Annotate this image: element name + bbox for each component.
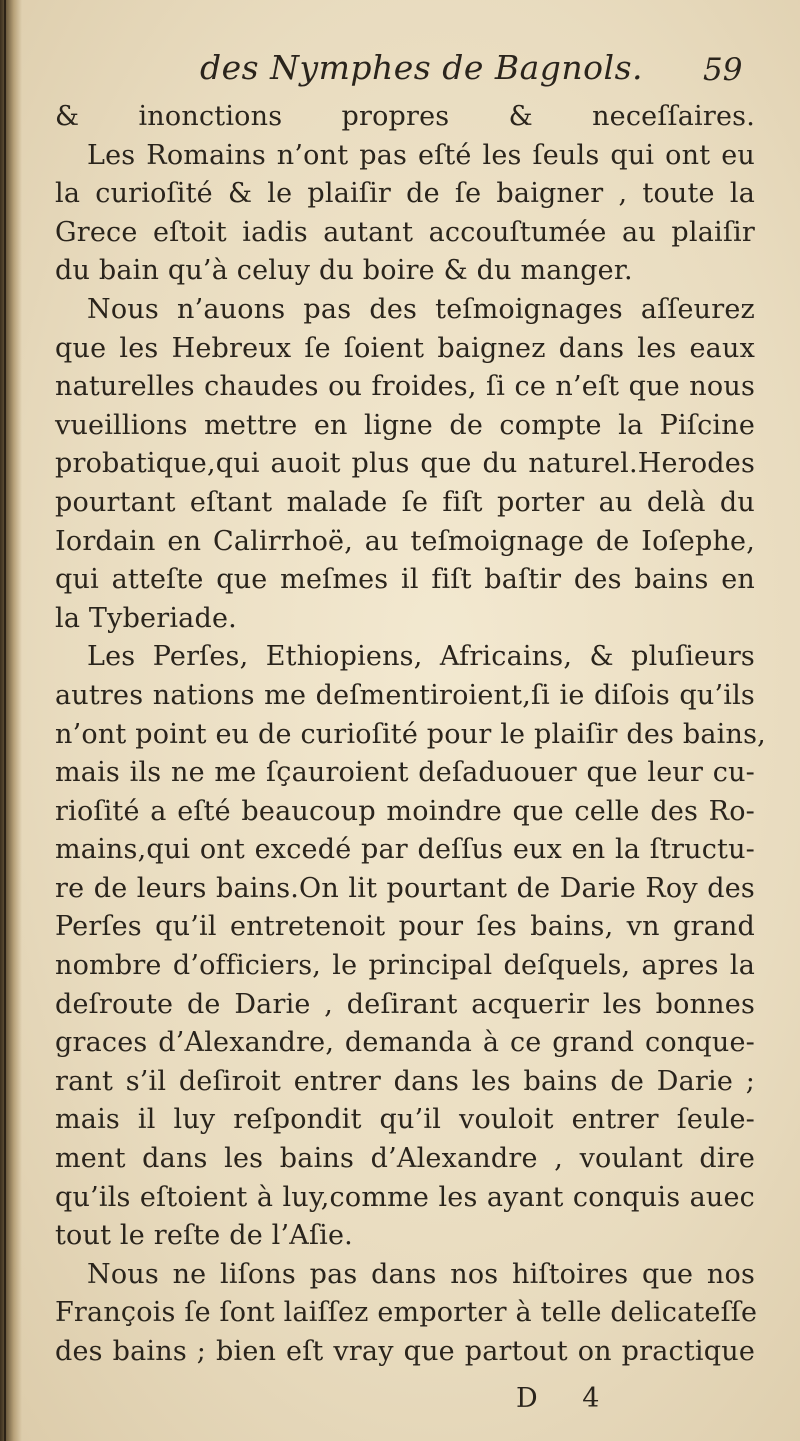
text-line: nombre d’officiers, le principal deſquels, apres la — [55, 950, 755, 982]
text-line: mais il luy reſpondit qu’il vouloit entrer ſeule- — [55, 1104, 755, 1136]
text-line: ment dans les bains d’Alexandre , voulant dire — [55, 1143, 755, 1175]
text-line: n’ont point eu de curioſité pour le plaiſir des bains, — [55, 718, 766, 750]
text-line: mais ils ne me ſçauroient deſaduouer que leur cu- — [55, 757, 755, 789]
text-line: naturelles chaudes ou froides, ſi ce n’eſt que nous — [55, 371, 755, 403]
text-line: des bains ; bien eſt vray que partout on practique — [55, 1336, 755, 1367]
signature-mark: D 4 — [516, 1383, 618, 1414]
text-line: Les Perſes, Ethiopiens, Africains, & pluſieurs — [87, 641, 755, 673]
running-head: des Nymphes de Bagnols. — [200, 48, 644, 87]
text-line: & inonctions propres & neceſſaires. — [55, 101, 755, 132]
text-line: pourtant eſtant malade ſe fiſt porter au delà du — [55, 486, 755, 518]
text-line: que les Hebreux ſe ſoient baignez dans les eaux — [55, 332, 755, 364]
text-line: tout le reſte de l’Aſie. — [55, 1220, 353, 1252]
text-line: la curioſité & le plaiſir de ſe baigner , toute la — [55, 178, 755, 210]
text-line: qui atteſte que meſmes il fiſt baſtir des bains en — [55, 564, 755, 596]
text-line: Les Romains n’ont pas eſté les ſeuls qui ont eu — [87, 139, 755, 171]
text-line: vueillions mettre en ligne de compte la Piſcine — [55, 409, 755, 441]
text-line: re de leurs bains.On lit pourtant de Darie Roy des — [55, 872, 755, 904]
binding-line — [4, 0, 6, 1441]
text-line: Iordain en Calirrhoë, au teſmoignage de Ioſephe, — [55, 525, 755, 557]
text-line: Perſes qu’il entretenoit pour ſes bains, vn grand — [55, 911, 755, 943]
text-line: du bain qu’à celuy du boire & du manger. — [55, 255, 633, 287]
text-line: qu’ils eſtoient à luy,comme les ayant conquis auec — [55, 1181, 755, 1213]
text-line: Grece eſtoit iadis autant accouſtumée au plaiſir — [55, 216, 755, 248]
text-line: Nous n’auons pas des teſmoignages aſſeurez — [87, 293, 755, 325]
text-line: rant s’il deſiroit entrer dans les bains de Darie ; — [55, 1065, 755, 1097]
text-line: la Tyberiade. — [55, 602, 237, 634]
text-line: graces d’Alexandre, demanda à ce grand conque- — [55, 1027, 755, 1059]
text-line: probatique,qui auoit plus que du naturel.Herodes — [55, 448, 755, 480]
text-line: mains,qui ont excedé par deſſus eux en la ſtructu- — [55, 834, 755, 866]
text-body — [55, 98, 766, 1372]
text-line: François ſe ſont laiſſez emporter à telle delicateſſe — [55, 1297, 758, 1329]
text-line: autres nations me deſmentiroient,ſi ie diſois qu’ils — [55, 679, 755, 711]
text-line: Nous ne liſons pas dans nos hiſtoires que nos — [87, 1258, 755, 1290]
page-number: 59 — [703, 52, 743, 88]
text-line: deſroute de Darie , deſirant acquerir les bonnes — [55, 988, 755, 1020]
text-line: rioſité a eſté beaucoup moindre que celle des Ro- — [55, 795, 755, 827]
